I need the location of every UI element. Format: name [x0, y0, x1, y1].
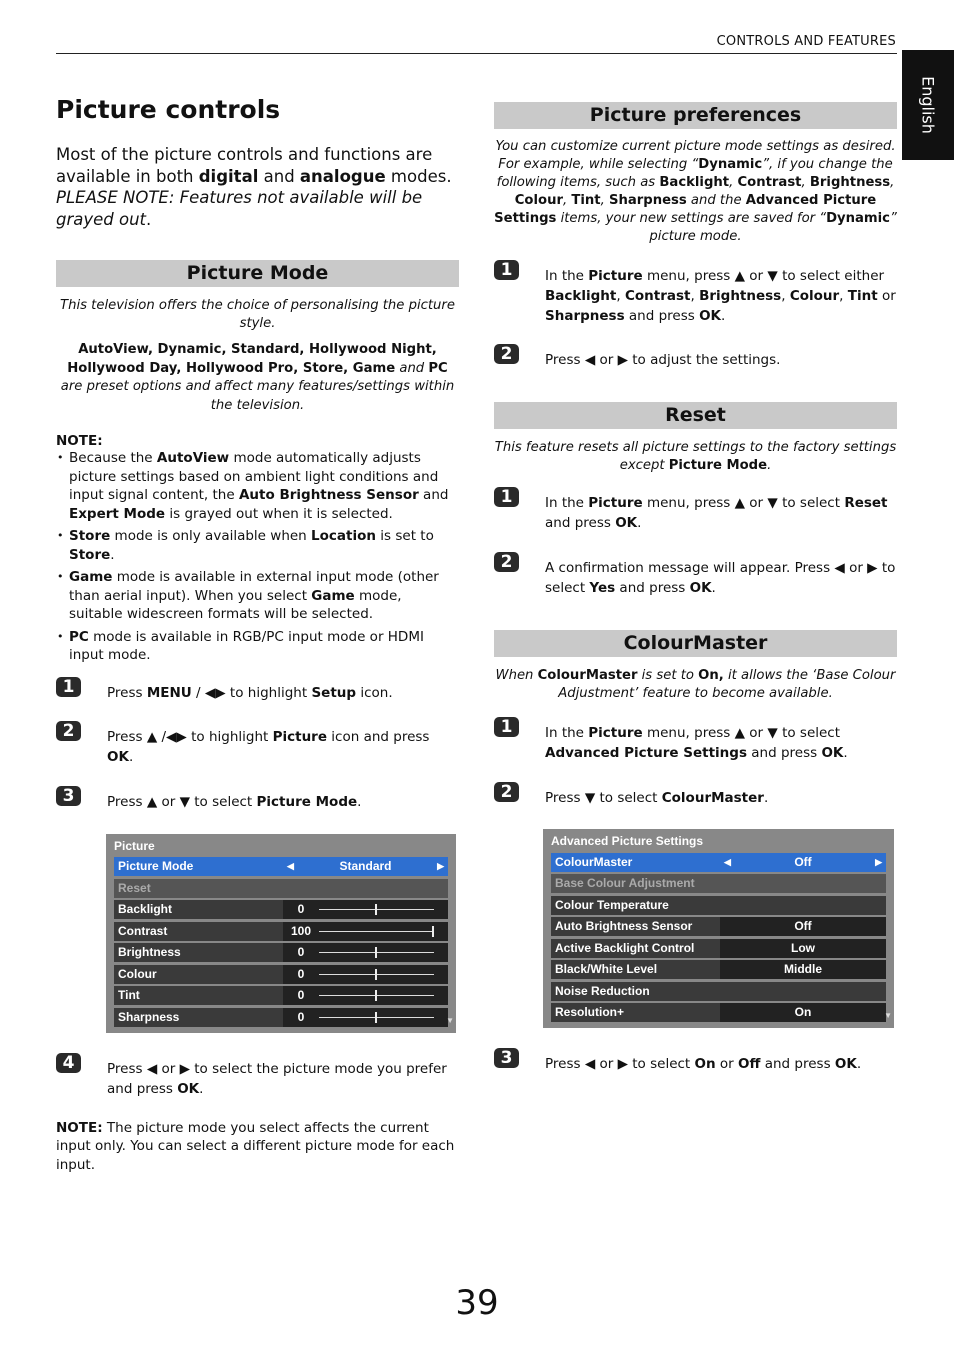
menu-row-label: Picture Mode [114, 857, 281, 876]
slider-track[interactable] [319, 943, 434, 962]
step-3: 3 Press ▲ or ▼ to select Picture Mode. [56, 792, 459, 812]
menu-row-value: 0 [297, 902, 305, 916]
step-2: 2 Press ▼ to select ColourMaster. [494, 788, 897, 808]
section-heading-picture-preferences: Picture preferences [494, 102, 897, 129]
section-heading-reset: Reset [494, 402, 897, 429]
menu-row-value: Standard [339, 859, 392, 873]
menu-row-label: Resolution+ [555, 1005, 625, 1019]
slider-handle[interactable] [375, 990, 377, 1001]
section-heading-colourmaster: ColourMaster [494, 630, 897, 657]
slider-handle[interactable] [375, 1012, 377, 1023]
language-tab-label: English [918, 76, 938, 134]
menu-row-value: Off [794, 854, 812, 869]
step-number-badge: 2 [494, 782, 519, 802]
menu-row-label: Sharpness [118, 1009, 180, 1024]
notes-list [56, 449, 459, 665]
menu-row-base-colour-adjustment [551, 874, 886, 893]
list-item: • Store mode is only available when Location is set to Store. [56, 527, 459, 564]
slider-track[interactable] [319, 922, 434, 941]
header-section-label: CONTROLS AND FEATURES [716, 34, 896, 49]
right-arrow-icon[interactable]: ▶ [437, 861, 444, 871]
menu-row-contrast[interactable] [114, 922, 448, 941]
scroll-down-icon: ▼ [884, 1011, 892, 1020]
menu-row-label: Reset [118, 880, 151, 895]
header-rule [56, 53, 897, 54]
section-heading-picture-mode: Picture Mode [56, 260, 459, 287]
menu-row-label: Active Backlight Control [555, 940, 695, 955]
scroll-down-icon: ▼ [446, 1015, 454, 1025]
menu-row-value: 0 [297, 966, 305, 981]
page-title: Picture controls [56, 95, 281, 124]
step-1: 1 Press MENU / ◀▶ to highlight Setup icon. [56, 683, 459, 703]
menu-row-colour-temperature[interactable] [551, 896, 886, 915]
step-number-badge: 1 [56, 677, 81, 697]
page-number: 39 [455, 1283, 499, 1323]
menu-row-value: 0 [297, 1009, 305, 1024]
right-arrow-icon[interactable]: ▶ [875, 856, 882, 867]
list-item: • Because the AutoView mode automatically adjusts picture settings based on ambient light conditions and input signal content, the Auto Brightness Sensor and Expert Mode is grayed out when it is selected. [56, 449, 459, 523]
menu-row-label: Auto Brightness Sensor [555, 919, 693, 933]
step-2: 2 Press ◀ or ▶ to adjust the settings. [494, 350, 897, 370]
menu-row-auto-brightness-sensor[interactable] [551, 917, 886, 936]
list-item: • Game mode is available in external input mode (other than aerial input). When you select Game mode, suitable widescreen formats will be selected. [56, 568, 459, 624]
menu-row-value: Middle [784, 962, 822, 976]
step-1: 1 In the Picture menu, press ▲ or ▼ to select either Backlight, Contrast, Brightness, Colour, Tint or Sharpness and press OK. [494, 266, 897, 326]
final-note: NOTE: The picture mode you select affects the current input only. You can select a different picture mode for each input. [56, 1119, 455, 1173]
menu-row-sharpness[interactable] [114, 1008, 448, 1027]
left-arrow-icon[interactable]: ◀ [287, 861, 294, 871]
menu-row-value: 0 [297, 945, 305, 959]
menu-row-label: Black/White Level [555, 962, 658, 976]
menu-title: Advanced Picture Settings [551, 834, 704, 848]
menu-row-noise-reduction[interactable] [551, 982, 886, 1001]
step-number-badge: 1 [494, 717, 519, 737]
menu-row-value: 100 [290, 923, 312, 938]
slider-handle[interactable] [375, 904, 377, 915]
step-number-badge: 4 [56, 1053, 81, 1073]
step-2: 2 A confirmation message will appear. Press ◀ or ▶ to select Yes and press OK. [494, 558, 897, 598]
step-number-badge: 1 [494, 487, 519, 507]
menu-row-backlight[interactable] [114, 900, 448, 919]
step-number-badge: 2 [494, 552, 519, 572]
step-1: 1 In the Picture menu, press ▲ or ▼ to select Advanced Picture Settings and press OK. [494, 723, 897, 763]
menu-row-colourmaster[interactable] [551, 853, 886, 872]
picture-mode-description: This television offers the choice of personalising the picture style. [60, 298, 455, 331]
slider-handle[interactable] [375, 969, 377, 980]
menu-row-label: Backlight [118, 902, 173, 916]
menu-row-label: Base Colour Adjustment [555, 876, 695, 890]
menu-row-label: Noise Reduction [555, 983, 650, 998]
menu-row-value: 0 [297, 988, 305, 1002]
menu-row-black-white-level[interactable] [551, 960, 886, 979]
preferences-description: You can customize current picture mode settings as desired. For example, while selecting “Dynamic”, if you change the following items, such as Backlight, Contrast, Brightness, Colour, Tint, Sharpness and the Advanced Picture Settings items, your new settings are saved for “Dynamic” picture mode. [494, 139, 897, 244]
slider-handle[interactable] [432, 926, 434, 937]
menu-row-label: Colour Temperature [555, 897, 669, 912]
intro-paragraph: Most of the picture controls and functions are available in both digital and analogue modes. PLEASE NOTE: Features not available will be grayed out. [56, 145, 452, 229]
colourmaster-description: When ColourMaster is set to On, it allows the ‘Base Colour Adjustment’ feature to become available. [495, 668, 896, 701]
menu-row-value: Off [794, 919, 812, 933]
note-label: NOTE: [56, 433, 103, 449]
menu-row-tint[interactable] [114, 986, 448, 1005]
language-tab [902, 50, 954, 160]
picture-menu-screenshot [106, 834, 456, 1033]
step-number-badge: 2 [56, 721, 81, 741]
left-column [56, 95, 459, 1174]
picture-mode-list: AutoView, Dynamic, Standard, Hollywood Night, Hollywood Day, Hollywood Pro, Store, Game and PC are preset options and affect many features/settings within the television. [60, 342, 455, 413]
menu-row-reset [114, 879, 448, 898]
menu-row-value: On [794, 1005, 812, 1019]
advanced-picture-menu-screenshot [543, 829, 894, 1028]
step-number-badge: 3 [56, 786, 81, 806]
step-4: 4 Press ◀ or ▶ to select the picture mode you prefer and press OK. [56, 1059, 459, 1099]
step-number-badge: 2 [494, 344, 519, 364]
slider-track[interactable] [319, 1008, 434, 1027]
step-3: 3 Press ◀ or ▶ to select On or Off and press OK. [494, 1054, 897, 1074]
menu-row-label: Tint [118, 988, 140, 1002]
reset-description: This feature resets all picture settings to the factory settings except Picture Mode. [494, 440, 897, 473]
step-number-badge: 3 [494, 1048, 519, 1068]
menu-row-label: Brightness [118, 945, 181, 959]
slider-track[interactable] [319, 965, 434, 984]
slider-handle[interactable] [375, 947, 377, 958]
menu-row-brightness[interactable] [114, 943, 448, 962]
step-2: 2 Press ▲ /◀▶ to highlight Picture icon and press OK. [56, 727, 459, 767]
menu-row-colour[interactable] [114, 965, 448, 984]
slider-track[interactable] [319, 900, 434, 919]
left-arrow-icon[interactable]: ◀ [724, 856, 731, 867]
list-item: • PC mode is available in RGB/PC input mode or HDMI input mode. [56, 628, 459, 665]
menu-row-active-backlight-control[interactable] [551, 939, 886, 958]
step-number-badge: 1 [494, 260, 519, 280]
menu-row-resolution[interactable] [551, 1003, 886, 1022]
right-column [494, 102, 897, 1074]
menu-row-label: ColourMaster [551, 853, 718, 872]
step-1: 1 In the Picture menu, press ▲ or ▼ to select Reset and press OK. [494, 493, 897, 533]
slider-track[interactable] [319, 986, 434, 1005]
menu-row-value: Low [791, 940, 815, 955]
menu-row-picture-mode[interactable] [114, 857, 448, 876]
menu-row-label: Colour [118, 966, 157, 981]
menu-row-label: Contrast [118, 923, 168, 938]
menu-title: Picture [114, 838, 155, 853]
